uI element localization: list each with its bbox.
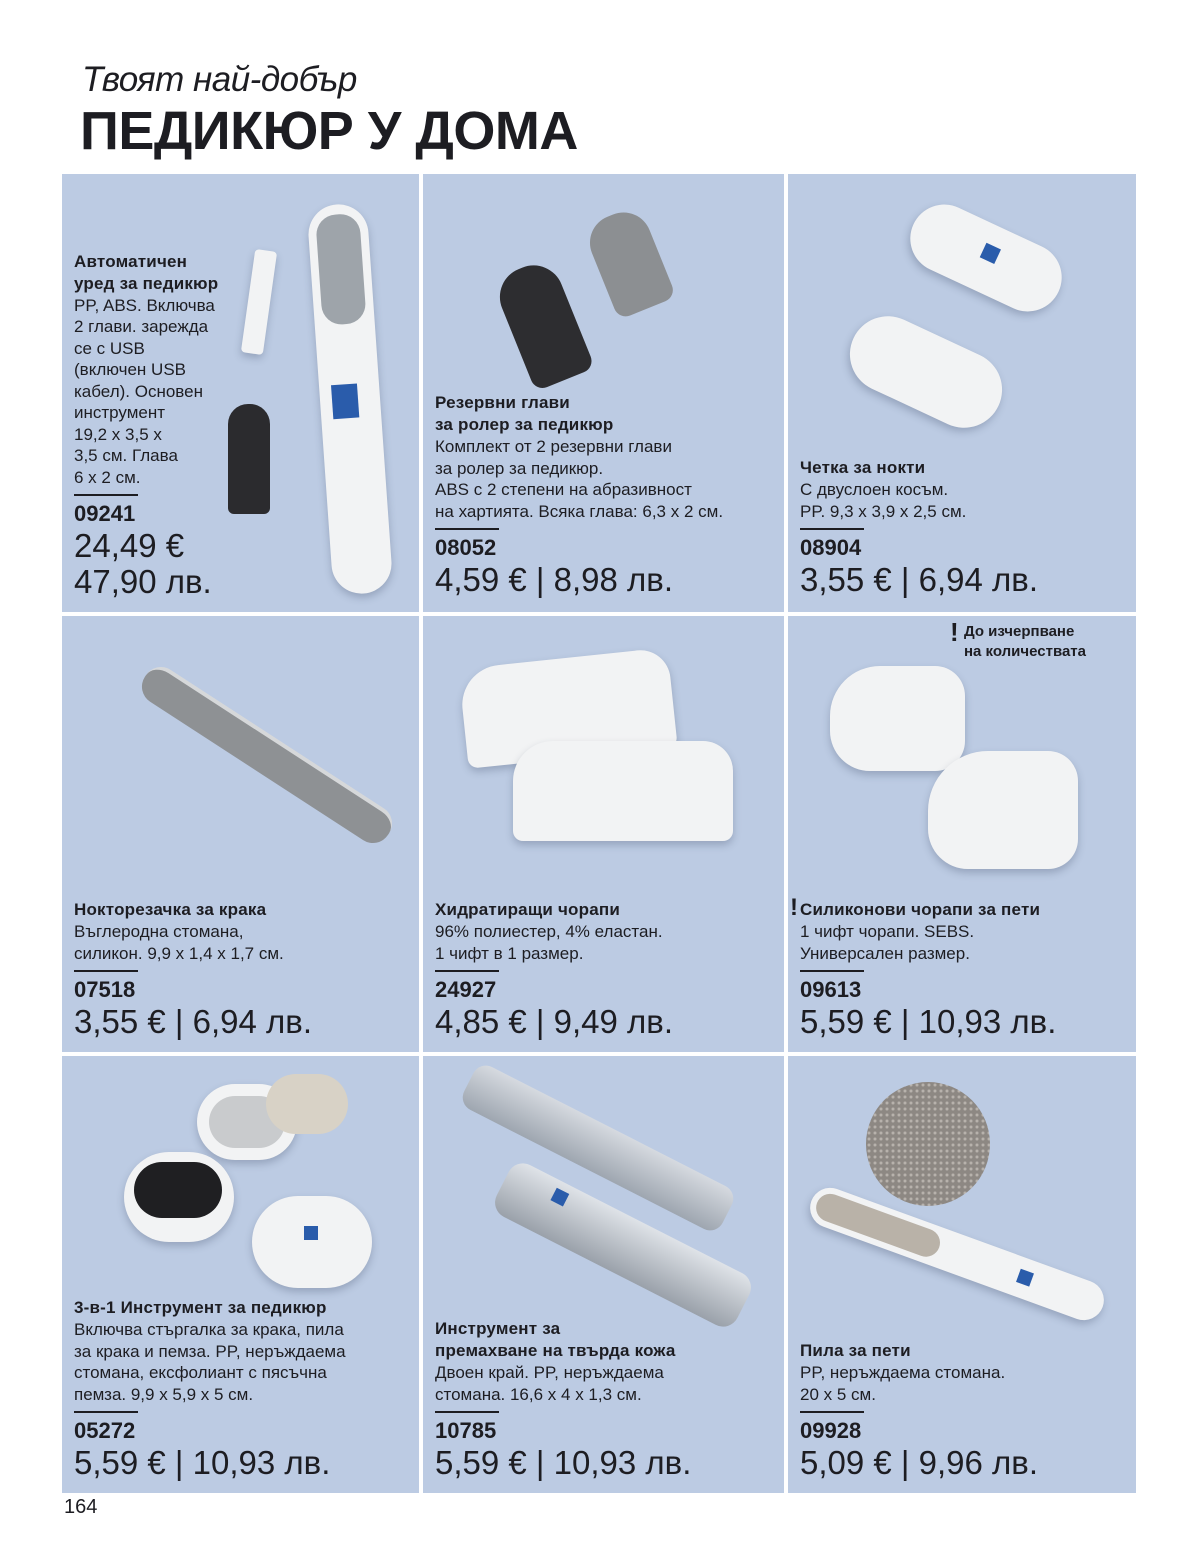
divider — [800, 528, 864, 530]
product-grid — [62, 174, 1136, 1493]
product-description: PP, ABS. Включва 2 глави. зарежда се с USB (включен USB кабел). Основен инструмент 19,2 x 3,5 x 3,5 см. Глава 6 x 2 см. — [74, 295, 215, 487]
pedicure-tool-base-image — [252, 1196, 372, 1288]
limited-stock-badge — [949, 617, 1086, 662]
nail-brush-top-image — [899, 193, 1073, 322]
product-card[interactable] — [423, 174, 784, 612]
product-code: 09241 — [74, 501, 136, 526]
product-code: 08904 — [800, 535, 862, 560]
divider — [74, 494, 138, 496]
product-description: Комплект от 2 резервни глави за ролер за педикюр. ABS с 2 степени на абразивност на хартията. Всяка глава: 6,3 x 2 см. — [435, 437, 724, 521]
product-price-eur: 24,49 € — [74, 527, 185, 564]
product-card[interactable] — [62, 174, 419, 612]
product-name: Пила за пети — [800, 1341, 911, 1360]
product-card[interactable] — [788, 174, 1136, 612]
product-card[interactable] — [788, 1056, 1136, 1493]
product-price: 5,59 € | 10,93 лв. — [435, 1444, 692, 1481]
roller-head-grey-image — [582, 204, 677, 320]
product-code: 09613 — [800, 977, 862, 1002]
product-description: PP, неръждаема стомана. 20 x 5 см. — [800, 1363, 1006, 1404]
divider — [435, 528, 499, 530]
product-price: 4,85 € | 9,49 лв. — [435, 1003, 674, 1040]
product-price: 5,59 € | 10,93 лв. — [74, 1444, 331, 1481]
heel-sock-left-image — [830, 666, 965, 771]
product-price: 5,09 € | 9,96 лв. — [800, 1444, 1039, 1481]
heel-sock-right-image — [928, 751, 1078, 869]
product-card[interactable] — [423, 616, 784, 1052]
product-code: 10785 — [435, 1418, 497, 1443]
foot-scraper-image — [124, 1152, 234, 1242]
product-name: Четка за нокти — [800, 458, 926, 477]
file-surface-closeup-image — [866, 1082, 990, 1206]
product-name: Резервни глави за ролер за педикюр — [435, 393, 614, 434]
product-card[interactable] — [423, 1056, 784, 1493]
product-description: Въглеродна стомана, силикон. 9,9 x 1,4 x 1,7 см. — [74, 922, 284, 963]
product-price-bgn: 47,90 лв. — [74, 563, 212, 600]
nail-brush-bottom-image — [837, 304, 1014, 440]
product-price: 3,55 € | 6,94 лв. — [800, 561, 1039, 598]
product-code: 09928 — [800, 1418, 862, 1443]
page-subtitle: Твоят най-добър — [82, 60, 357, 99]
product-name: Автоматичен уред за педикюр — [74, 251, 219, 293]
exclamation-icon: ! — [949, 617, 959, 647]
product-price: 5,59 € | 10,93 лв. — [800, 1003, 1057, 1040]
product-name: 3-в-1 Инструмент за педикюр — [74, 1298, 327, 1317]
product-code: 07518 — [74, 977, 136, 1002]
product-description: 1 чифт чорапи. SEBS. Универсален размер. — [800, 922, 975, 963]
pumice-stone-image — [266, 1074, 348, 1134]
divider — [800, 970, 864, 972]
nail-clipper-image — [135, 660, 399, 850]
divider — [435, 970, 499, 972]
product-name: Инструмент за премахване на твърда кожа — [435, 1319, 676, 1360]
divider — [74, 1411, 138, 1413]
product-name — [790, 894, 1124, 921]
product-card[interactable] — [788, 616, 1136, 1052]
product-price: 3,55 € | 6,94 лв. — [74, 1003, 313, 1040]
badge-line-1: До изчерпване — [963, 623, 1075, 640]
product-description: Включва стъргалка за крака, пила за крака и пемза. PP, неръждаема стомана, ексфолиант с пясъчна пемза. 9,9 x 5,9 x 5 см. — [74, 1320, 346, 1404]
product-name-text: Силиконови чорапи за пети — [800, 900, 1041, 919]
page-title: ПЕДИКЮР У ДОМА — [80, 101, 578, 161]
product-name: Хидратиращи чорапи — [435, 900, 620, 919]
roller-head-dark-image — [491, 256, 595, 391]
product-code: 05272 — [74, 1418, 136, 1443]
product-description: С двуслоен косъм. PP. 9,3 x 3,9 x 2,5 см. — [800, 480, 967, 521]
product-code: 24927 — [435, 977, 497, 1002]
product-code: 08052 — [435, 535, 497, 560]
product-description: 96% полиестер, 4% еластан. 1 чифт в 1 размер. — [435, 922, 663, 963]
page-number: 164 — [64, 1496, 98, 1518]
divider — [74, 970, 138, 972]
product-price: 4,59 € | 8,98 лв. — [435, 561, 674, 598]
product-card[interactable] — [62, 1056, 419, 1493]
heel-file-image — [805, 1182, 1110, 1326]
product-description: Двоен край. PP, неръждаема стомана. 16,6 x 4 x 1,3 см. — [435, 1363, 664, 1404]
badge-line-2: на количествата — [963, 643, 1086, 660]
product-card[interactable] — [62, 616, 419, 1052]
divider — [800, 1411, 864, 1413]
sock-front-image — [513, 741, 733, 841]
divider — [435, 1411, 499, 1413]
product-name: Нокторезачка за крака — [74, 900, 267, 919]
exclamation-icon: ! — [790, 894, 799, 921]
